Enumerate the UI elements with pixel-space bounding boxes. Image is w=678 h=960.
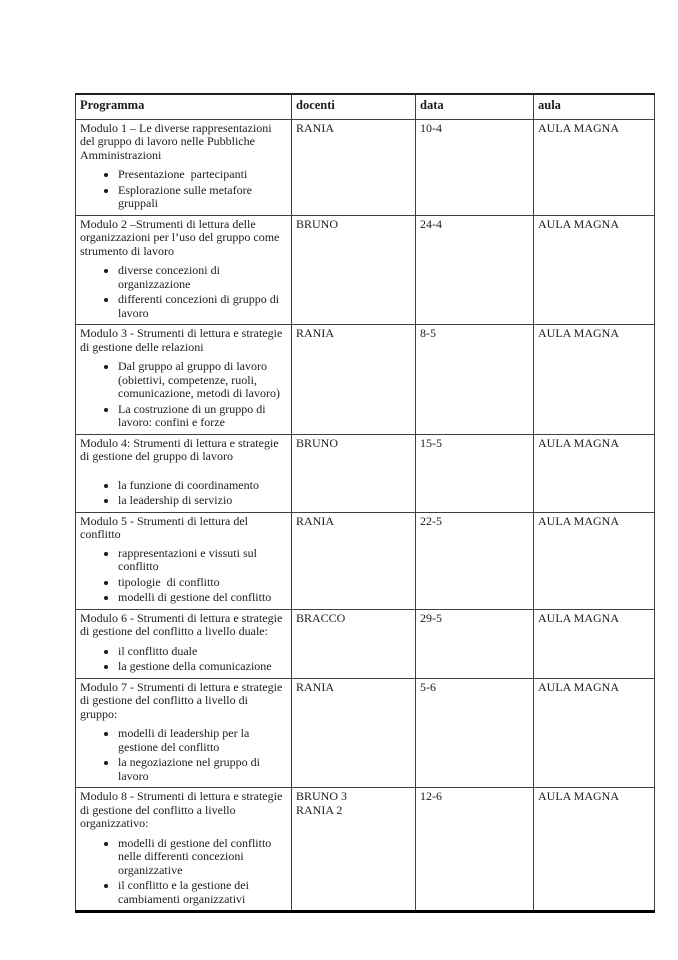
bullet-item: • la leadership di servizio: [118, 494, 287, 508]
bullet-item: • la funzione di coordinamento: [118, 479, 287, 493]
programma-cell: [76, 788, 292, 912]
bullet-item: • Dal gruppo al gruppo di lavoro (obiettivi, competenze, ruoli, comunicazione, metodi di lavoro): [118, 360, 287, 401]
docente-name: RANIA 2: [296, 802, 343, 817]
bullet-item: • diverse concezioni di organizzazione: [118, 264, 287, 291]
programma-cell: [76, 678, 292, 788]
module-title: Modulo 2 –Strumenti di lettura delle organizzazioni per l’uso del gruppo come strumento di lavoro: [80, 216, 283, 258]
aula-cell: AULA MAGNA: [534, 325, 655, 435]
programma-cell: [76, 325, 292, 435]
header-aula: aula: [534, 94, 655, 119]
bullet-item: • il conflitto duale: [118, 645, 287, 659]
programma-cell: [76, 434, 292, 512]
module-title: Modulo 8 - Strumenti di lettura e strategie di gestione del conflitto a livello organizzativo:: [80, 789, 286, 830]
bullet-item: • la negoziazione nel gruppo di lavoro: [118, 756, 287, 783]
header-programma: Programma: [76, 94, 292, 119]
module-title: Modulo 6 - Strumenti di lettura e strategie di gestione del conflitto a livello duale:: [80, 610, 286, 638]
bullet-item: • la gestione della comunicazione: [118, 660, 287, 674]
module-title: Modulo 4: Strumenti di lettura e strategie di gestione del gruppo di lavoro: [80, 435, 282, 463]
aula-cell: AULA MAGNA: [534, 434, 655, 512]
data-cell: 15-5: [416, 434, 534, 512]
docenti-cell: [292, 119, 416, 215]
docente-name: RANIA: [296, 513, 334, 528]
bullet-item: • Presentazione partecipanti: [118, 168, 287, 182]
data-cell: 22-5: [416, 512, 534, 609]
aula-cell: AULA MAGNA: [534, 512, 655, 609]
module-title: Modulo 1 – Le diverse rappresentazioni del gruppo di lavoro nelle Pubbliche Amministrazioni: [80, 120, 275, 162]
table-row-modulo-8: [76, 788, 655, 912]
programma-cell: [76, 512, 292, 609]
module-bullets: [80, 168, 287, 211]
aula-cell: AULA MAGNA: [534, 678, 655, 788]
bullet-item: • rappresentazioni e vissuti sul conflitto: [118, 547, 287, 574]
header-docenti: docenti: [292, 94, 416, 119]
header-data: data: [416, 94, 534, 119]
aula-cell: AULA MAGNA: [534, 788, 655, 912]
docente-name: RANIA: [296, 120, 334, 135]
docente-name: BRACCO: [296, 610, 346, 625]
data-cell: 5-6: [416, 678, 534, 788]
programma-cell: [76, 609, 292, 678]
docente-name: RANIA: [296, 326, 334, 340]
module-title: Modulo 3 - Strumenti di lettura e strategie di gestione delle relazioni: [80, 326, 286, 354]
data-cell: 8-5: [416, 325, 534, 435]
module-bullets: [80, 727, 287, 783]
data-cell: 10-4: [416, 119, 534, 215]
table-row-modulo-5: [76, 512, 655, 609]
docenti-cell: [292, 215, 416, 325]
bullet-item: • differenti concezioni di gruppo di lavoro: [118, 293, 287, 320]
programma-cell: [76, 215, 292, 325]
docente-name: BRUNO 3: [296, 789, 348, 803]
bullet-item: • il conflitto e la gestione dei cambiamenti organizzativi: [118, 879, 287, 906]
table-row-modulo-6: [76, 609, 655, 678]
docenti-cell: [292, 609, 416, 678]
table-row-modulo-1: [76, 119, 655, 215]
bullet-item: • modelli di leadership per la gestione del conflitto: [118, 727, 287, 754]
module-bullets: [80, 547, 287, 605]
module-title: Modulo 5 - Strumenti di lettura del conflitto: [80, 513, 251, 541]
docenti-cell: [292, 434, 416, 512]
bullet-item: • modelli di gestione del conflitto: [118, 591, 287, 605]
docenti-cell: [292, 325, 416, 435]
table-row-modulo-2: [76, 215, 655, 325]
docenti-cell: [292, 678, 416, 788]
table-header-row: [76, 94, 655, 119]
bullet-item: • tipologie di conflitto: [118, 576, 287, 590]
aula-cell: AULA MAGNA: [534, 119, 655, 215]
docente-name: RANIA: [296, 679, 334, 694]
data-cell: 29-5: [416, 609, 534, 678]
module-bullets: [80, 264, 287, 320]
bullet-item: • modelli di gestione del conflitto nelle differenti concezioni organizzative: [118, 837, 287, 878]
module-bullets: [80, 645, 287, 674]
table-row-modulo-7: [76, 678, 655, 788]
table-row-modulo-4: [76, 434, 655, 512]
module-title: Modulo 7 - Strumenti di lettura e strategie di gestione del conflitto a livello di gruppo:: [80, 679, 286, 721]
docenti-cell: [292, 512, 416, 609]
docente-name: BRUNO: [296, 216, 339, 231]
module-bullets: [80, 479, 287, 508]
aula-cell: AULA MAGNA: [534, 609, 655, 678]
docenti-cell: [292, 788, 416, 912]
program-table: [75, 93, 655, 913]
programma-cell: [76, 119, 292, 215]
bullet-item: • Esplorazione sulle metafore gruppali: [118, 184, 287, 211]
table-row-modulo-3: [76, 325, 655, 435]
bullet-item: • La costruzione di un gruppo di lavoro: confini e forze: [118, 403, 287, 430]
data-cell: 24-4: [416, 215, 534, 325]
docente-name: BRUNO: [296, 435, 339, 450]
module-bullets: [80, 837, 287, 907]
aula-cell: AULA MAGNA: [534, 215, 655, 325]
data-cell: 12-6: [416, 788, 534, 912]
module-bullets: [80, 360, 287, 430]
